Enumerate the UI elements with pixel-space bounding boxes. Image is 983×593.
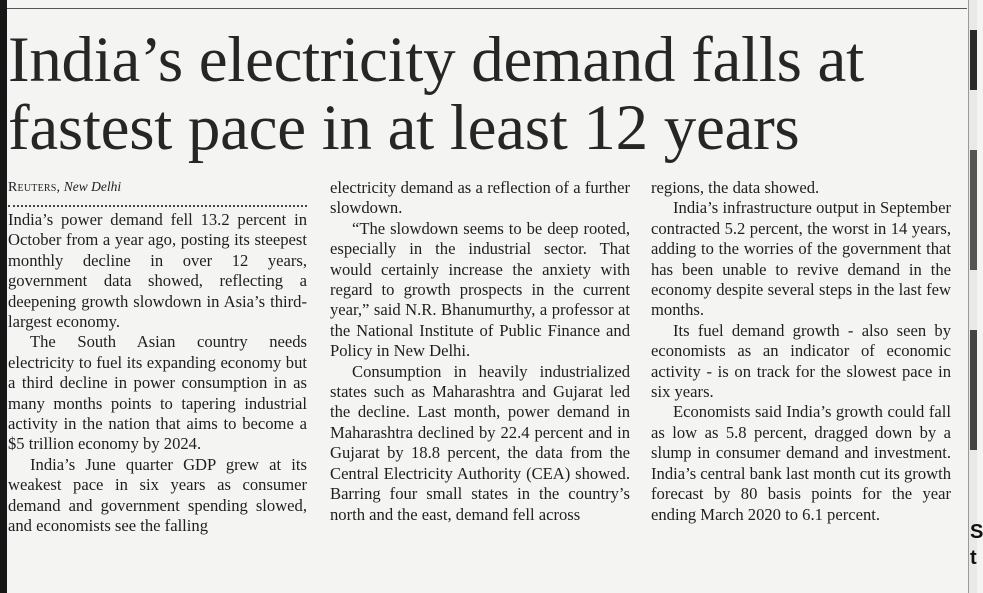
article-column-2 [330, 178, 630, 525]
paragraph: “The slowdown seems to be deep rooted, especially in the industrial sector. That would certainly increase the anxiety with regard to growth prospects in the current year,” said N.R. Bhanumurthy, a professor at the National Institute of Public Finance and Policy in New Delhi. [330, 218, 630, 361]
article-column-1 [8, 178, 307, 537]
paragraph: India’s June quarter GDP grew at its weakest pace in six years as consumer demand and government spending slowed, and economists see the falling [8, 454, 307, 536]
byline-location: New Delhi [63, 179, 122, 194]
paragraph: India’s infrastructure output in September contracted 5.2 percent, the worst in 14 years, adding to the worries of the government that has been unable to revive demand in the economy despite several steps in the last few months. [651, 198, 951, 320]
paragraph: electricity demand as a reflection of a further slowdown. [330, 178, 630, 218]
page-edge-shadow [0, 0, 7, 593]
byline [8, 178, 307, 197]
paragraph: The South Asian country needs electricity to fuel its expanding economy but a third decline in power consumption in as many months points to tapering industrial activity in the nation that aims to become a $5 trillion economy by 2024. [8, 332, 307, 454]
article-column-3 [651, 178, 951, 525]
photo-fragment [970, 330, 977, 450]
dotted-rule [8, 203, 307, 207]
paragraph: Economists said India’s growth could fall as low as 5.8 percent, dragged down by a slump in consumer demand and investment. India’s central bank last month cut its growth forecast by 80 basis points for the year ending March 2020 to 6.1 percent. [651, 402, 952, 524]
adjacent-article-fragment [968, 0, 983, 593]
top-rule [7, 8, 967, 9]
paragraph: Consumption in heavily industrialized states such as Maharashtra and Gujarat led the decline. Last month, power demand in Maharashtra declined by 22.4 percent and in Gujarat by 18.8 percent, the data from the Central Electricity Authority (CEA) showed. Barring four small states in the country’s north and the east, demand fell across [330, 361, 630, 524]
fragment-letter: S [970, 521, 983, 543]
paragraph: India’s power demand fell 13.2 percent in October from a year ago, posting its steepest monthly decline in over 12 years, government data showed, reflecting a deepening growth slowdown in Asia’s third-largest economy. [8, 210, 307, 332]
byline-agency: Reuters, [8, 180, 61, 195]
paragraph: regions, the data showed. [651, 178, 820, 197]
paragraph: Its fuel demand growth - also seen by economists as an indicator of economic activity - is on track for the slowest pace in six years. [651, 320, 951, 402]
headline: India’s electricity demand falls at fastest pace in at least 12 years [8, 24, 864, 164]
fragment-letter: t [970, 547, 977, 569]
photo-fragment [970, 150, 977, 270]
photo-fragment [970, 30, 977, 90]
